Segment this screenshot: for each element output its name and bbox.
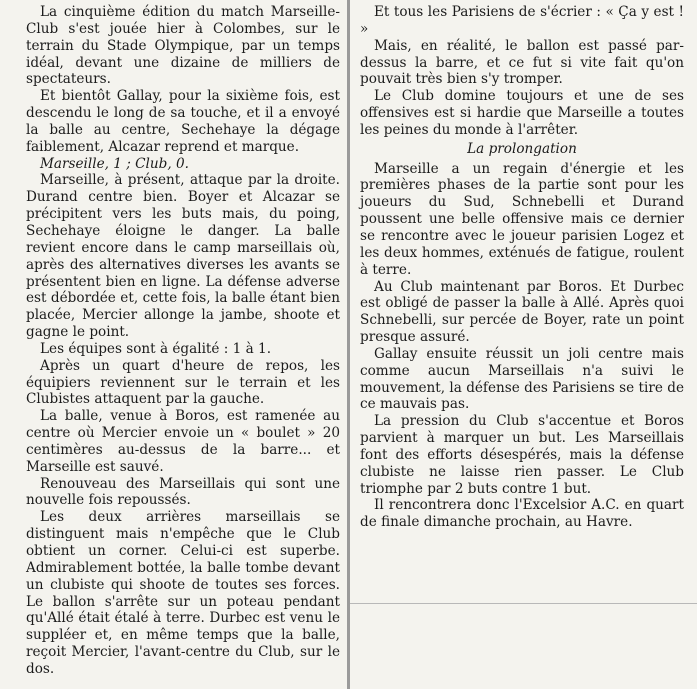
paragraph: Au Club maintenant par Boros. Et Durbec est obligé de passer la balle à Allé. Après quoi Schnebelli, sur percée de Boyer, rate un point presque assuré. [360, 278, 684, 346]
section-subheading: La prolongation [467, 140, 577, 157]
paragraph: Et bientôt Gallay, pour la sixième fois, est descendu le long de sa touche, et il a envoyé la balle au centre, Sechehaye la dégage faiblement, Alcazar reprend et marque. [26, 88, 340, 155]
paragraph: Gallay ensuite réussit un joli centre mais comme aucun Marseillais n'a suivi le mouvement, la défense des Parisiens se tire de ce mauvais pas. [360, 345, 684, 413]
paragraph: Le Club domine toujours et une de ses offensives est si hardie que Marseille a toutes les peines du monde à l'arrêter. [360, 88, 684, 138]
left-column [26, 4, 340, 678]
paragraph: Les deux arrières marseillais se distinguent mais n'empêche que le Club obtient un corner. Celui-ci est superbe. Admirablement bottée, la balle tombe devant un clubiste qui shoote de toutes ses forces. Le ballon s'arrête sur un poteau pendant qu'Allé était étalé à terre. Durbec est venu le suppléer et, en même temps que la balle, reçoit Mercier, l'avant-centre du Club, sur le dos. [26, 509, 340, 677]
paragraph: La pression du Club s'accentue et Boros parvient à marquer un but. Les Marseillais font des efforts désespérés, mais la défense clubiste ne laisse rien passer. Le Club triomphe par 2 buts contre 1 but. [360, 413, 684, 497]
paragraph: Après un quart d'heure de repos, les équipiers reviennent sur le terrain et les Clubistes attaquent par la gauche. [26, 357, 340, 408]
paragraph: Il rencontrera donc l'Excelsior A.C. en quart de finale dimanche prochain, au Havre. [360, 497, 684, 531]
paragraph: Mais, en réalité, le ballon est passé par-dessus la barre, et ce fut si vite fait qu'on pouvait très bien s'y tromper. [360, 37, 684, 88]
paragraph: Les équipes sont à égalité : 1 à 1. [40, 340, 272, 357]
score-line [26, 156, 340, 173]
bottom-divider [350, 603, 697, 604]
right-column [360, 4, 684, 531]
score-text: Marseille, 1 ; Club, 0. [40, 155, 189, 172]
paragraph: La cinquième édition du match Marseille-Club s'est jouée hier à Colombes, sur le terrain du Stade Olympique, par un temps idéal, devant une dizaine de milliers de spectateurs. [26, 4, 340, 88]
column-divider [347, 0, 350, 689]
paragraph: Marseille a un regain d'énergie et les premières phases de la partie sont pour les joueurs du Sud, Schnebelli et Durand poussent une belle offensive mais ce dernier se rencontre avec le joueur parisien Logez et les deux hommes, exténués de fatigue, roulent à terre. [360, 160, 684, 278]
paragraph: Marseille, à présent, attaque par la droite. Durand centre bien. Boyer et Alcazar se précipitent vers les buts mais, du poing, Sechehaye éloigne le danger. La balle revient encore dans le camp marseillais où, après des alternatives diverses les avants se présentent bien en ligne. La défense adverse est débordée et, cette fois, la balle étant bien placée, Mercier allonge la jambe, shoote et gagne le point. [26, 172, 340, 341]
paragraph: Renouveau des Marseillais qui sont une nouvelle fois repoussés. [26, 475, 340, 509]
paragraph: Et tous les Parisiens de s'écrier : « Ça y est ! » [360, 4, 684, 37]
paragraph: La balle, venue à Boros, est ramenée au centre où Mercier envoie un « boulet » 20 centimères au-dessus de la barre... et Marseille est sauvé. [26, 408, 340, 475]
